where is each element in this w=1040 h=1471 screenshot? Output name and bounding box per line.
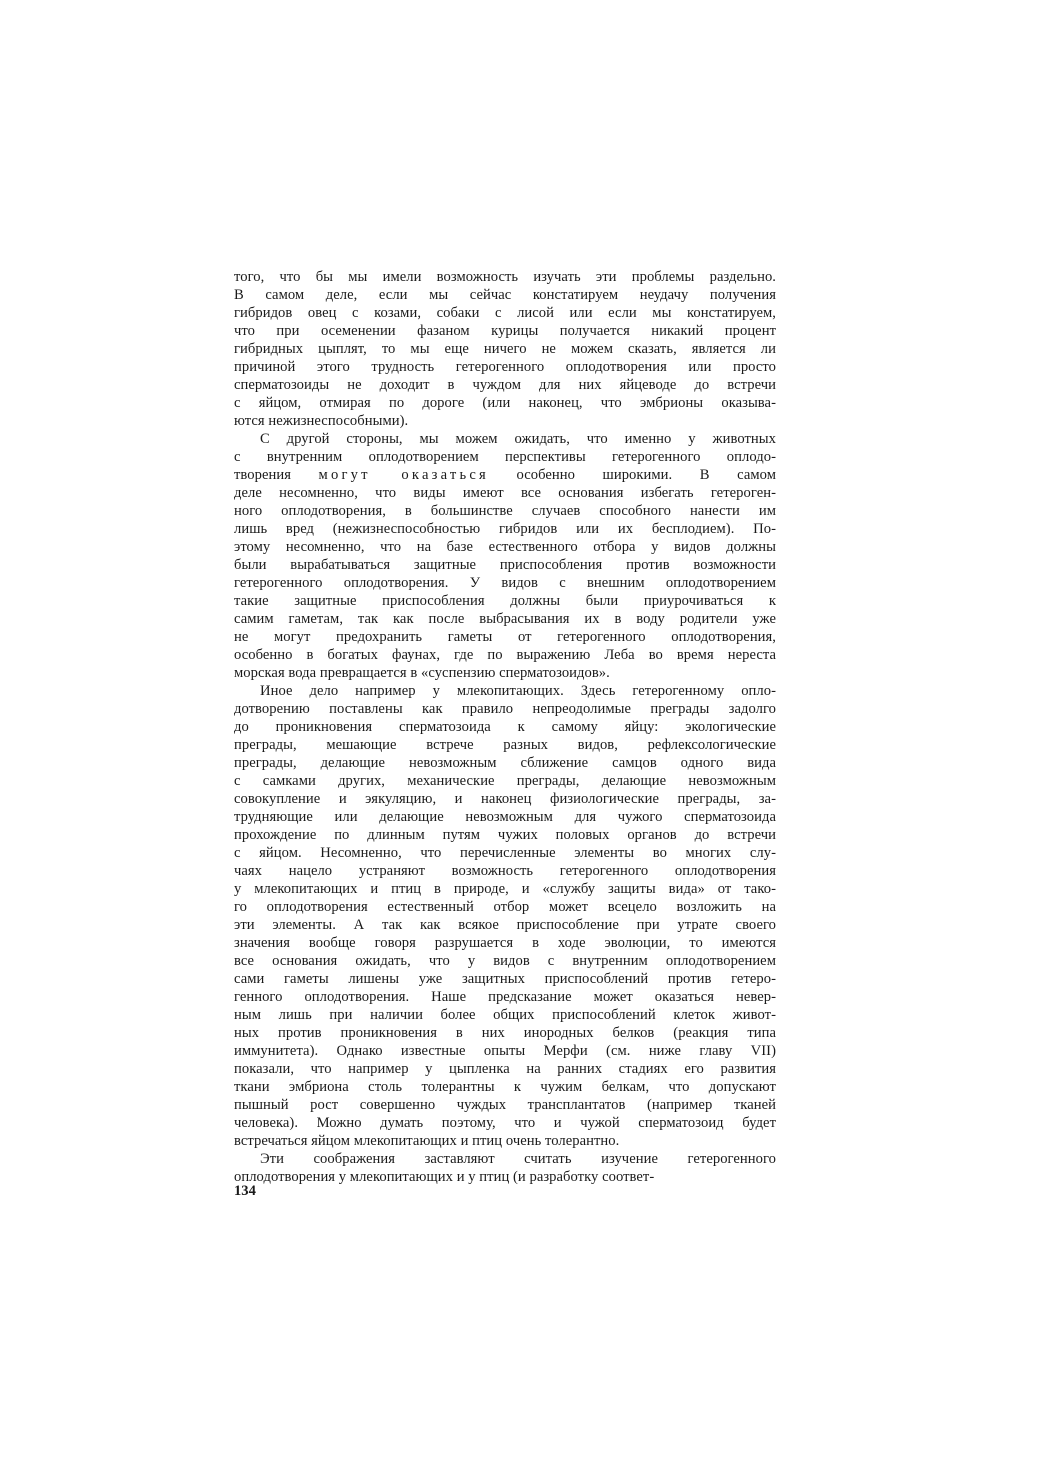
- text-line: того, что бы мы имели возможность изучать эти проблемы раздельно.: [234, 269, 776, 285]
- text-line: человека). Можно думать поэтому, что и чужой сперматозоид будет: [234, 1115, 776, 1131]
- text-line: оплодотворения у млекопитающих и у птиц (и разработку соответ-: [234, 1169, 655, 1185]
- text-line: гетерогенного оплодотворения. У видов с внешним оплодотворением: [234, 575, 776, 591]
- text-line: с самками других, механические преграды, делающие невозможным: [234, 773, 776, 789]
- text-line: лишь вред (нежизнеспособностью гибридов или их бесплодием). По-: [234, 521, 776, 537]
- text-line: с яйцом. Несомненно, что перечисленные элементы во многих слу-: [234, 845, 776, 861]
- text-line: у млекопитающих и птиц в природе, и «службу защиты вида» от тако-: [234, 881, 776, 897]
- text-line: иммунитета). Однако известные опыты Мерфи (см. ниже главу VII): [234, 1043, 776, 1059]
- text-line: этому несомненно, что на базе естественного отбора у видов должны: [234, 539, 776, 555]
- text-segment: особенно широкими. В самом: [488, 467, 776, 483]
- text-line: В самом деле, если мы сейчас констатируем неудачу получения: [234, 287, 776, 303]
- text-line: генного оплодотворения. Наше предсказание может оказаться невер-: [234, 989, 776, 1005]
- text-line: что при осеменении фазаном курицы получается никакий процент: [234, 323, 776, 339]
- paragraph-p3: [234, 682, 776, 1150]
- text-line: эти элементы. А так как всякое приспособление при утрате своего: [234, 917, 776, 933]
- text-line: го оплодотворения естественный отбор может всецело возложить на: [234, 899, 776, 915]
- paragraph-p2: [234, 430, 776, 682]
- text-line: особенно в богатых фаунах, где по выражению Леба во время нереста: [234, 647, 776, 663]
- page-body-text: [234, 268, 776, 1186]
- text-line: трудняющие или делающие невозможным для чужого сперматозоида: [234, 809, 776, 825]
- text-line: [234, 466, 776, 484]
- text-line: встречаться яйцом млекопитающих и птиц очень толерантно.: [234, 1133, 620, 1149]
- text-line: преграды, мешающие встрече разных видов, рефлексологические: [234, 737, 776, 753]
- text-line: чаях нацело устраняют возможность гетерогенного оплодотворения: [234, 863, 776, 879]
- text-line: с яйцом, отмирая по дороге (или наконец, что эмбрионы оказыва-: [234, 395, 776, 411]
- paragraph-p1: [234, 268, 776, 430]
- text-line: гибридов овец с козами, собаки с лисой или если мы констатируем,: [234, 305, 776, 321]
- text-line: С другой стороны, мы можем ожидать, что именно у животных: [260, 431, 776, 447]
- text-line: самим гаметам, так как после выбрасывания их в воду родители уже: [234, 611, 776, 627]
- emphasized-text: могут оказаться: [318, 467, 489, 483]
- text-line: были вырабатываться защитные приспособления против возможности: [234, 557, 776, 573]
- text-line: все основания ожидать, что у видов с внутренним оплодотворением: [234, 953, 776, 969]
- text-segment: творения: [234, 467, 319, 483]
- text-line: такие защитные приспособления должны были приурочиваться к: [234, 593, 776, 609]
- text-line: ных против проникновения в них инородных белков (реакция типа: [234, 1025, 776, 1041]
- text-line: сперматозоиды не доходит в чуждом для них яйцеводе до встречи: [234, 377, 776, 393]
- text-line: значения вообще говоря разрушается в ходе эволюции, то имеются: [234, 935, 776, 951]
- text-line: показали, что например у цыпленка на ранних стадиях его развития: [234, 1061, 776, 1077]
- text-line: дотворению поставлены как правило непреодолимые преграды задолго: [234, 701, 776, 717]
- page-number: 134: [234, 1183, 256, 1199]
- text-line: деле несомненно, что виды имеют все основания избегать гетероген-: [234, 485, 776, 501]
- paragraph-p4: [234, 1150, 776, 1186]
- text-line: не могут предохранить гаметы от гетерогенного оплодотворения,: [234, 629, 776, 645]
- text-line: гибридных цыплят, то мы еще ничего не можем сказать, является ли: [234, 341, 776, 357]
- text-line: ются нежизнеспособными).: [234, 413, 409, 429]
- text-line: пышный рост совершенно чуждых трансплантатов (например тканей: [234, 1097, 776, 1113]
- text-line: до проникновения сперматозоида к самому яйцу: экологические: [234, 719, 776, 735]
- text-line: прохождение по длинным путям чужих половых органов до встречи: [234, 827, 776, 843]
- text-line: с внутренним оплодотворением перспективы гетерогенного оплодо-: [234, 449, 776, 465]
- text-line: сами гаметы лишены уже защитных приспособлений против гетеро-: [234, 971, 776, 987]
- text-line: ного оплодотворения, в большинстве случаев способного нанести им: [234, 503, 776, 519]
- text-line: морская вода превращается в «суспензию сперматозоидов».: [234, 665, 610, 681]
- text-line: Иное дело например у млекопитающих. Здесь гетерогенному опло-: [260, 683, 776, 699]
- text-line: преграды, делающие невозможным сближение самцов одного вида: [234, 755, 776, 771]
- text-line: причиной этого трудность гетерогенного оплодотворения или просто: [234, 359, 776, 375]
- text-line: Эти соображения заставляют считать изучение гетерогенного: [260, 1151, 776, 1167]
- text-line: совокупление и эякуляцию, и наконец физиологические преграды, за-: [234, 791, 776, 807]
- text-line: ткани эмбриона столь толерантны к чужим белкам, что допускают: [234, 1079, 776, 1095]
- text-line: ным лишь при наличии более общих приспособлений клеток живот-: [234, 1007, 776, 1023]
